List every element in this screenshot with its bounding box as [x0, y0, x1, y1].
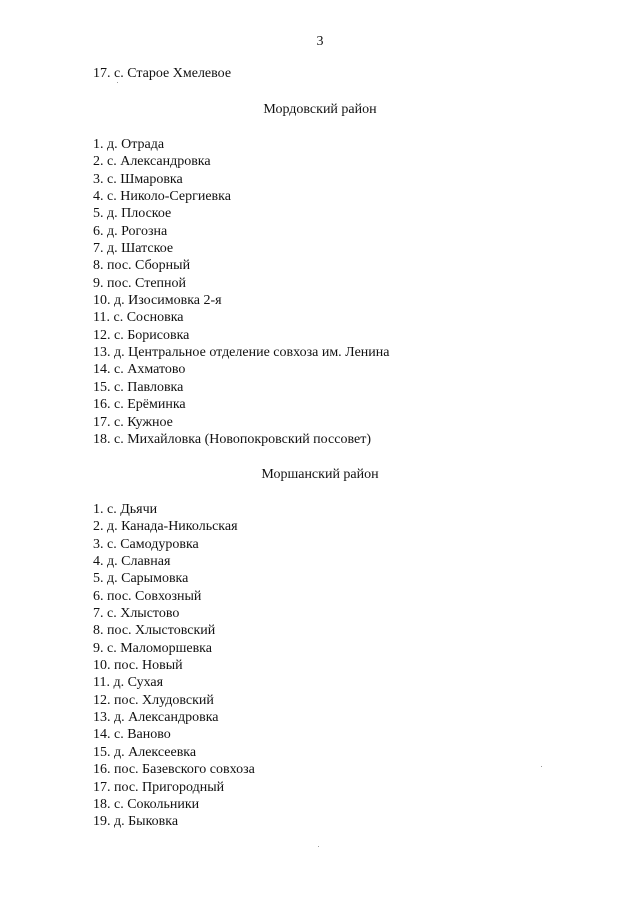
page-number: 3 [316, 34, 324, 49]
list-item: 7. д. Шатское [93, 241, 174, 257]
list-item: 17. с. Кужное [93, 414, 173, 430]
section-heading-mordovsky: Мордовский район [263, 102, 377, 117]
carryover-list-item: 17. с. Старое Хмелевое [93, 66, 232, 81]
scan-speck [117, 82, 118, 83]
list-item: 1. с. Дьячи [93, 502, 158, 517]
list-item: 9. пос. Степной [93, 275, 187, 291]
scan-speck [541, 766, 542, 767]
list-item: 13. д. Центральное отделение совхоза им. Ленина [93, 345, 390, 361]
list-item: 14. с. Ваново [93, 727, 171, 743]
settlement-list-mordovsky [93, 136, 390, 448]
list-item: 15. д. Алексеевка [93, 744, 197, 760]
list-item: 14. с. Ахматово [93, 362, 186, 378]
list-item: 4. д. Славная [93, 554, 171, 570]
list-item: 12. с. Борисовка [93, 327, 190, 343]
list-item: 11. с. Сосновка [93, 310, 184, 326]
list-item: 16. с. Ерёминка [93, 397, 186, 413]
list-item: 1. д. Отрада [93, 137, 165, 152]
list-item: 11. д. Сухая [93, 675, 164, 691]
list-item: 19. д. Быковка [93, 814, 179, 830]
settlement-list-morshansky [93, 501, 255, 831]
list-item: 7. с. Хлыстово [93, 606, 180, 622]
list-item: 12. пос. Хлудовский [93, 692, 214, 708]
list-item: 8. пос. Сборный [93, 258, 191, 274]
list-item: 2. д. Канада-Никольская [93, 519, 238, 535]
list-item: 3. с. Шмаровка [93, 171, 183, 187]
list-item: 17. пос. Пригородный [93, 779, 225, 795]
list-item: 9. с. Маломоршевка [93, 640, 212, 656]
list-item: 10. д. Изосимовка 2-я [93, 293, 222, 309]
list-item: 18. с. Михайловка (Новопокровский поссовет) [93, 431, 371, 447]
list-item: 10. пос. Новый [93, 658, 183, 674]
list-item: 4. с. Николо-Сергиевка [93, 189, 231, 205]
list-item: 5. д. Сарымовка [93, 571, 189, 587]
section-heading-morshansky: Моршанский район [261, 467, 379, 482]
list-item: 5. д. Плоское [93, 206, 172, 222]
list-item: 18. с. Сокольники [93, 796, 200, 812]
list-item: 16. пос. Базевского совхоза [93, 762, 255, 778]
scan-speck [318, 846, 319, 847]
list-item: 3. с. Самодуровка [93, 536, 199, 552]
list-item: 2. с. Александровка [93, 154, 211, 170]
list-item: 6. д. Рогозна [93, 223, 168, 239]
list-item: 13. д. Александровка [93, 710, 219, 726]
list-item: 8. пос. Хлыстовский [93, 623, 216, 639]
list-item: 15. с. Павловка [93, 379, 184, 395]
list-item: 6. пос. Совхозный [93, 588, 202, 604]
